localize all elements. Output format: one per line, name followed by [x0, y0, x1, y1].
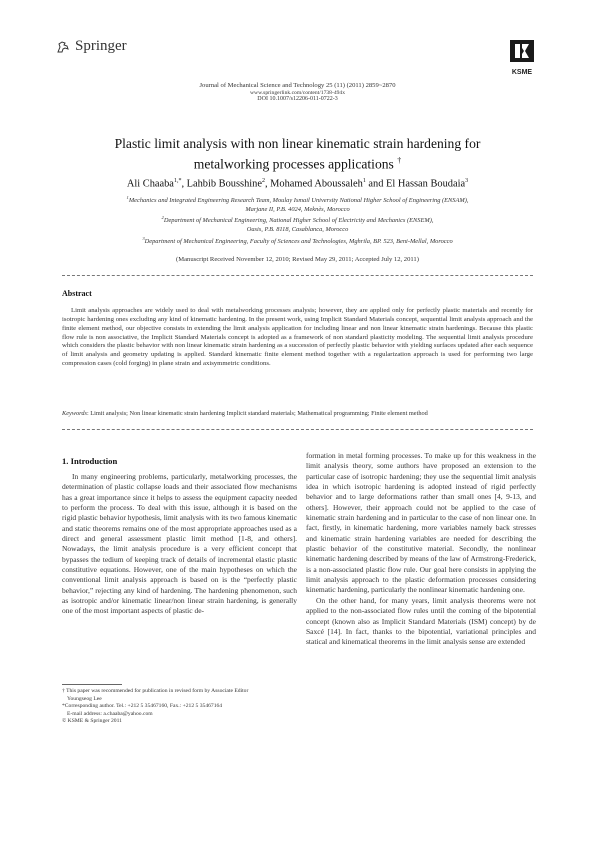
- ksme-logo: [509, 40, 535, 76]
- keywords: [62, 410, 533, 418]
- author-affiliation-mark: 2: [261, 178, 265, 184]
- publisher-name: Springer: [75, 38, 127, 54]
- journal-info: [0, 82, 595, 104]
- manuscript-dates: (Manuscript Received November 12, 2010; Revised May 29, 2011; Accepted July 12, 2011): [176, 256, 419, 263]
- right-column: [306, 451, 536, 648]
- author-name: Lahbib Bousshine: [186, 178, 262, 190]
- ksme-emblem-icon: [510, 40, 534, 62]
- footnote-copyright: © KSME & Springer 2011: [62, 718, 122, 725]
- footnote-recommendation-cont: Youngseog Lee: [67, 695, 102, 702]
- footnote-email: E-mail address: a.chaaba@yahoo.com: [67, 710, 153, 717]
- section-heading: 1. Introduction: [62, 456, 118, 466]
- author-name: Ali Chaaba: [126, 178, 174, 190]
- footnote-corresponding: *Corresponding author. Tel.: +212 5 35467160, Fax.: +212 5 35467164: [62, 703, 223, 710]
- abstract-text: Limit analysis approaches are widely used to deal with metalworking processes analysis; however, they are applied only for perfectly plastic materials and recently for isotropic hardening ones excluding any kind of kinematic hardening. In the present work, using Implicit Standard Materials concept, sequential limit analysis approach and the finite element method, our objective consists in extending the limit analysis application for including linear and non linear kinematic strain hardenings. Because this plastic flow rule is non associative, the Implicit Standard Materials concept is adopted as a framework of non standard plasticity modeling. The sequential limit analysis procedure which considers the plastic behavior with non linear kinematic strain hardening as a succession of perfectly plastic behavior with yielding surfaces updated after each sequence of limit analysis and geometry updating is applied. Standard kinematic finite element method together with a regularization approach is used for performing two large compression cases (cold forging) in plane strain and axisymmetric conditions.: [62, 307, 533, 368]
- society-label: KSME: [511, 69, 533, 76]
- footnote-rule: [62, 684, 122, 685]
- author-affiliation-mark: 1: [362, 178, 366, 184]
- author-separator: ,: [181, 178, 187, 190]
- author-name: Mohamed Aboussaleh: [270, 178, 363, 190]
- affiliation-item: $^2$Department of Mechanical Engineering, National Higher School of Electricity and Mechanics (ENSEM),: [161, 215, 434, 225]
- title-line-1: Plastic limit analysis with non linear kinematic strain hardening for: [114, 136, 481, 151]
- author-separator: and: [365, 178, 387, 190]
- divider: [62, 275, 533, 276]
- keywords-list: : Limit analysis; Non linear kinematic strain hardening Implicit standard materials; Mathematical programming; Finite element method: [86, 410, 428, 417]
- journal-url: www.springerlink.com/content/1738-494x: [249, 89, 346, 96]
- affiliation-list: [70, 194, 525, 246]
- journal-doi: DOI 10.1007/s12206-011-0722-3: [257, 96, 338, 103]
- affiliation-item-cont: Marjane II, P.B. 4024, Meknès, Morocco: [245, 205, 350, 213]
- divider: [62, 429, 533, 430]
- journal-citation: Journal of Mechanical Science and Technology 25 (11) (2011) 2859~2870: [199, 82, 396, 89]
- right-paragraph-1: formation in metal forming processes. To make up for this weakness in the limit analysis theory, some authors have proposed an extension to the particular case of isotropic hardening; they use the sequential limit analysis idea in which isotropic hardening is adopted instead of rigid perfectly behavior and to large deformations rather than small ones [4, 9-13, and others]. However, their approach could not be applied to the case of kinematic strain hardening and in particular to the case of non linear one. In fact, firstly, in kinematic hardening, more variables namely back stresses and kinematic strain hardening variables are needed for describing the plastic behavior of the constitutive material. Secondly, the nonlinear kinematic hardening described by means of the law of Armstrong-Frederick, is a non-associated plastic flow rule. Our goal here consists in applying the limit analysis approach to the plastic deformation processes considering kinematic hardening, particularly the nonlinear kinematic hardening one.: [306, 451, 536, 595]
- author-affiliation-mark: 3: [465, 178, 469, 184]
- affiliation-item: $^3$Department of Mechanical Engineering, Faculty of Sciences and Technologies, Mghrila, BP. 523, Beni-Mellal, Morocco: [142, 235, 453, 245]
- author-separator: ,: [264, 178, 271, 190]
- author-affiliation-mark: 1,*: [173, 178, 182, 184]
- affiliation-item-cont: Oasis, P.B. 8118, Casablanca, Morocco: [246, 226, 349, 234]
- footnote-recommendation: † This paper was recommended for publication in revised form by Associate Editor: [62, 688, 249, 694]
- right-paragraph-2: On the other hand, for many years, limit analysis theorems were not applied to the non-associated flow rules until the coming of the bipotential concept (known also as Implicit Standard Materials (ISM) concept) by de Saxcé [14]. In fact, thanks to the bipotential, variational principles and statical and kinematical theorems in the limit analysis sense are extended: [306, 595, 536, 647]
- title-line-2: metalworking processes applications: [193, 156, 394, 172]
- footnotes: [62, 688, 302, 726]
- springer-horse-icon: [56, 40, 70, 54]
- springer-logo: [56, 38, 127, 55]
- keywords-label: Keywords: [62, 410, 87, 417]
- author-name: El Hassan Boudaia: [386, 178, 466, 190]
- title-mark: †: [397, 156, 402, 165]
- paper-title: [60, 135, 535, 173]
- author-list: [40, 178, 555, 189]
- left-column-text: In many engineering problems, particularly, metalworking processes, the determination of plastic collapse loads and their associated flow mechanisms has a great importance since it helps to assess the equipment capacity needed to perform the process. To deal with this issue, although it is based on the rigid plastic behavior hypothesis, limit analysis with its two famous kinematic and static theorems remains one of the most appropriate approaches used as a direct and general assessment plastic limit method [1-8, and others]. Nowadays, the limit analysis procedure is a very efficient concept that bypasses the tedium of keeping track of details of incremental elastic plastic constitutive equations. However, one of the main hypotheses on which the conventional limit analysis approach is based on is the “perfectly plastic behavior,” rejecting any kind of hardening. The hardening phenomenon, such as isotropic and/or kinematic linear/non linear strain hardening, is generally one of the most important aspects of plastic de-: [62, 472, 297, 616]
- abstract-heading: Abstract: [62, 289, 92, 298]
- affiliation-item: $^1$Mechanics and Integrated Engineering Research Team, Moulay Ismail University National Higher School of Engineering (ENSAM),: [126, 195, 469, 205]
